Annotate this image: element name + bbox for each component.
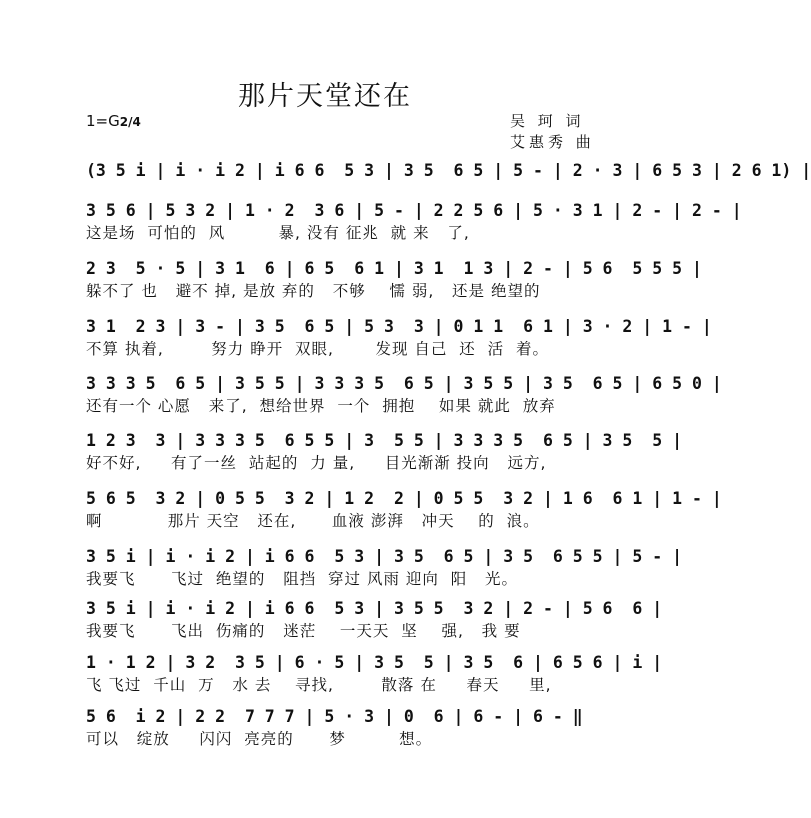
score-line-7 [86, 488, 722, 532]
notation-row: 2 3 5 · 5 | 3 1 6 | 6 5 6 1 | 3 1 1 3 | 2 - | 5 6 5 5 5 | [86, 259, 702, 278]
lyrics-row: 不算 执着, 努力 睁开 双眼, 发现 自己 还 活 着。 [86, 340, 549, 358]
lyrics-row: 这是场 可怕的 风 暴, 没有 征兆 就 来 了, [86, 224, 470, 242]
notation-row: 1 · 1 2 | 3 2 3 5 | 6 · 5 | 3 5 5 | 3 5 6 | 6 5 6 | i | [86, 653, 663, 672]
lyrics-row: 好不好, 有了一丝 站起的 力 量, 目光渐渐 投向 远方, [86, 454, 547, 472]
score-line-9 [86, 598, 663, 642]
notation-row: 3 3 3 5 6 5 | 3 5 5 | 3 3 3 5 6 5 | 3 5 5 | 3 5 6 5 | 6 5 0 | [86, 374, 722, 393]
score-line-2 [86, 200, 742, 244]
score-line-4 [86, 316, 712, 360]
key-label: 1=G [86, 112, 120, 130]
notation-row: 5 6 5 3 2 | 0 5 5 3 2 | 1 2 2 | 0 5 5 3 2 | 1 6 6 1 | 1 - | [86, 489, 722, 508]
notation-row: 1 2 3 3 | 3 3 3 5 6 5 5 | 3 5 5 | 3 3 3 5 6 5 | 3 5 5 | [86, 431, 683, 450]
lyricist-credit: 吴 珂 词 [510, 112, 585, 130]
score-line-11 [86, 706, 586, 750]
score-line-1 [86, 160, 811, 182]
score-line-8 [86, 546, 683, 590]
score-line-3 [86, 258, 702, 302]
song-title: 那片天堂还在 [238, 81, 412, 112]
key-signature [86, 112, 141, 130]
lyrics-row: 飞 飞过 千山 万 水 去 寻找, 散落 在 春天 里, [86, 676, 552, 694]
notation-row: 3 5 i | i · i 2 | i 6 6 5 3 | 3 5 6 5 | 3 5 6 5 5 | 5 - | [86, 547, 683, 566]
score-line-6 [86, 430, 683, 474]
lyrics-row: 躲不了 也 避不 掉, 是放 弃的 不够 懦 弱, 还是 绝望的 [86, 282, 541, 300]
notation-row: 3 1 2 3 | 3 - | 3 5 6 5 | 5 3 3 | 0 1 1 6 1 | 3 · 2 | 1 - | [86, 317, 712, 336]
lyrics-row: 我要飞 飞出 伤痛的 迷茫 一天天 坚 强, 我 要 [86, 622, 521, 640]
score-line-5 [86, 373, 722, 417]
notation-row: 5 6 i 2 | 2 2 7 7 7 | 5 · 3 | 0 6 | 6 - | 6 - ‖ [86, 707, 583, 726]
notation-row: 3 5 i | i · i 2 | i 6 6 5 3 | 3 5 5 3 2 | 2 - | 5 6 6 | [86, 599, 663, 618]
notation-row: 3 5 6 | 5 3 2 | 1 · 2 3 6 | 5 - | 2 2 5 6 | 5 · 3 1 | 2 - | 2 - | [86, 201, 742, 220]
composer-credit: 艾惠秀 曲 [510, 133, 595, 151]
lyrics-row: 还有一个 心愿 来了, 想给世界 一个 拥抱 如果 就此 放弃 [86, 397, 556, 415]
lyrics-row: 啊 那片 天空 还在, 血液 澎湃 冲天 的 浪。 [86, 512, 540, 530]
notation-row: (3 5 i | i · i 2 | i 6 6 5 3 | 3 5 6 5 | 5 - | 2 · 3 | 6 5 3 | 2 6 1) | [86, 161, 811, 180]
time-signature: 2/4 [119, 115, 141, 129]
lyrics-row: 可以 绽放 闪闪 亮亮的 梦 想。 [86, 730, 433, 748]
lyrics-row: 我要飞 飞过 绝望的 阻挡 穿过 风雨 迎向 阳 光。 [86, 570, 519, 588]
score-line-10 [86, 652, 663, 696]
